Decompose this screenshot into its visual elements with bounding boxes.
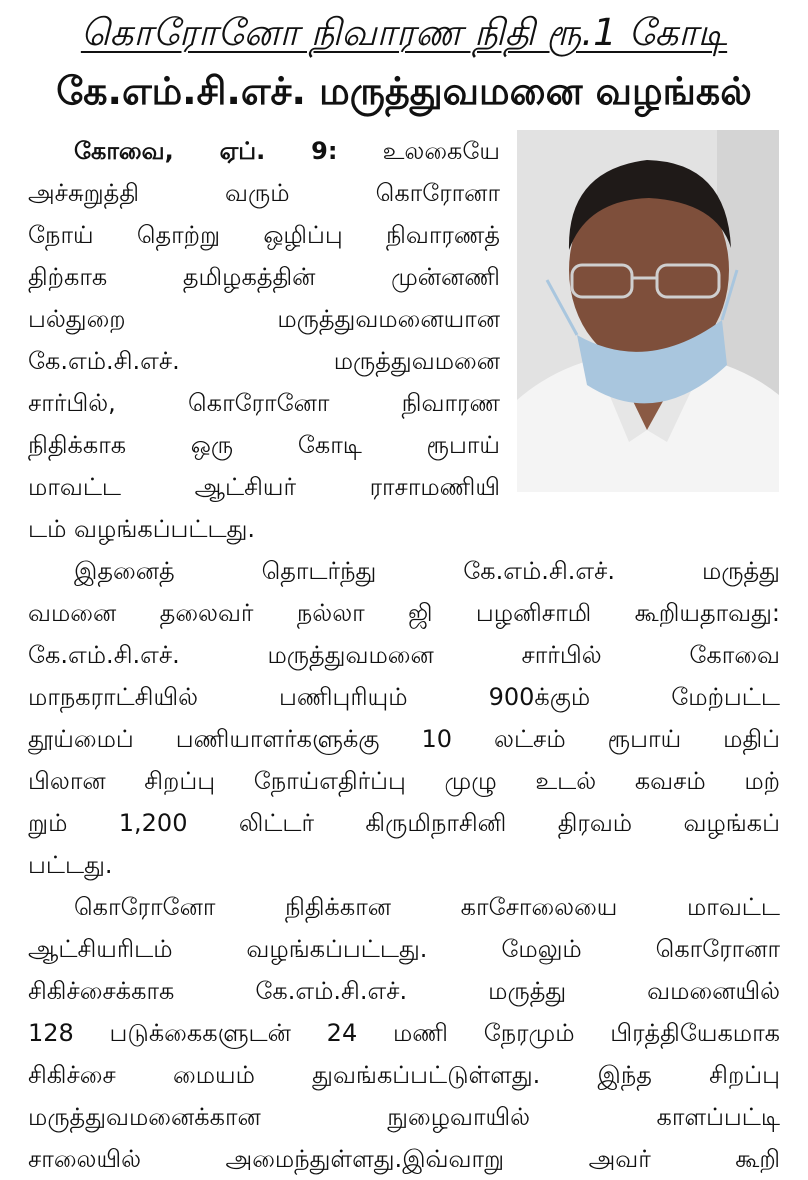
article-line: ஆட்சியரிடம் வழங்கப்பட்டது. மேலும் கொரோனா bbox=[28, 935, 780, 963]
article-line: இதனைத் தொடர்ந்து கே.எம்.சி.எச். மருத்து bbox=[74, 557, 780, 585]
article-line: பட்டது. bbox=[28, 851, 113, 879]
article-line: வமனை தலைவர் நல்லா ஜி பழனிசாமி கூறியதாவது: bbox=[28, 599, 780, 627]
portrait-photo bbox=[517, 130, 779, 492]
article-line: கே.எம்.சி.எச். மருத்துவமனை சார்பில் கோவை bbox=[28, 641, 780, 669]
article-line: பல்துறை மருத்துவமனையான bbox=[28, 305, 500, 333]
article-line: நோய் தொற்று ஒழிப்பு நிவாரணத் bbox=[28, 221, 500, 249]
article-line: கே.எம்.சி.எச். மருத்துவமனை bbox=[28, 347, 500, 375]
article-line: சிகிச்சை மையம் துவங்கப்பட்டுள்ளது. இந்த சிறப்பு bbox=[28, 1061, 780, 1089]
article-line: மாநகராட்சியில் பணிபுரியும் 900க்கும் மேற்பட்ட bbox=[28, 683, 780, 711]
article-line: தூய்மைப் பணியாளர்களுக்கு 10 லட்சம் ரூபாய் மதிப் bbox=[28, 725, 780, 753]
person-portrait-icon bbox=[517, 130, 779, 492]
article-line: பிலான சிறப்பு நோய்எதிர்ப்பு முழு உடல் கவசம் மற் bbox=[28, 767, 780, 795]
headline-line-2: கே.எம்.சி.எச். மருத்துவமனை வழங்கல் bbox=[56, 69, 752, 113]
article-line bbox=[28, 130, 500, 172]
article-line: மாவட்ட ஆட்சியர் ராசாமணியி bbox=[28, 473, 500, 501]
article-dateline: கோவை, ஏப். 9: bbox=[74, 137, 338, 165]
article-line-text: உலகையே bbox=[382, 137, 500, 165]
headline-line-1: கொரோனோ நிவாரண நிதி ரூ.1 கோடி bbox=[80, 11, 728, 54]
article-line: றும் 1,200 லிட்டர் கிருமிநாசினி திரவம் வழங்கப் bbox=[28, 809, 780, 837]
article-line: சிகிச்சைக்காக கே.எம்.சி.எச். மருத்து வமனையில் bbox=[28, 977, 780, 1005]
article-line: அச்சுறுத்தி வரும் கொரோனா bbox=[28, 179, 500, 207]
article-line: திற்காக தமிழகத்தின் முன்னணி bbox=[28, 263, 500, 291]
article-line: நிதிக்காக ஒரு கோடி ரூபாய் bbox=[28, 431, 500, 459]
article-line: கொரோனோ நிதிக்கான காசோலையை மாவட்ட bbox=[74, 893, 780, 921]
article-line: 128 படுக்கைகளுடன் 24 மணி நேரமும் பிரத்தியேகமாக bbox=[28, 1019, 780, 1047]
article-line: சாலையில் அமைந்துள்ளது.இவ்வாறு அவர் கூறி bbox=[28, 1145, 780, 1173]
article-line: சார்பில், கொரோனோ நிவாரண bbox=[28, 389, 500, 417]
article-line: மருத்துவமனைக்கான நுழைவாயில் காளப்பட்டி bbox=[28, 1103, 780, 1131]
article-line: டம் வழங்கப்பட்டது. bbox=[28, 515, 256, 543]
